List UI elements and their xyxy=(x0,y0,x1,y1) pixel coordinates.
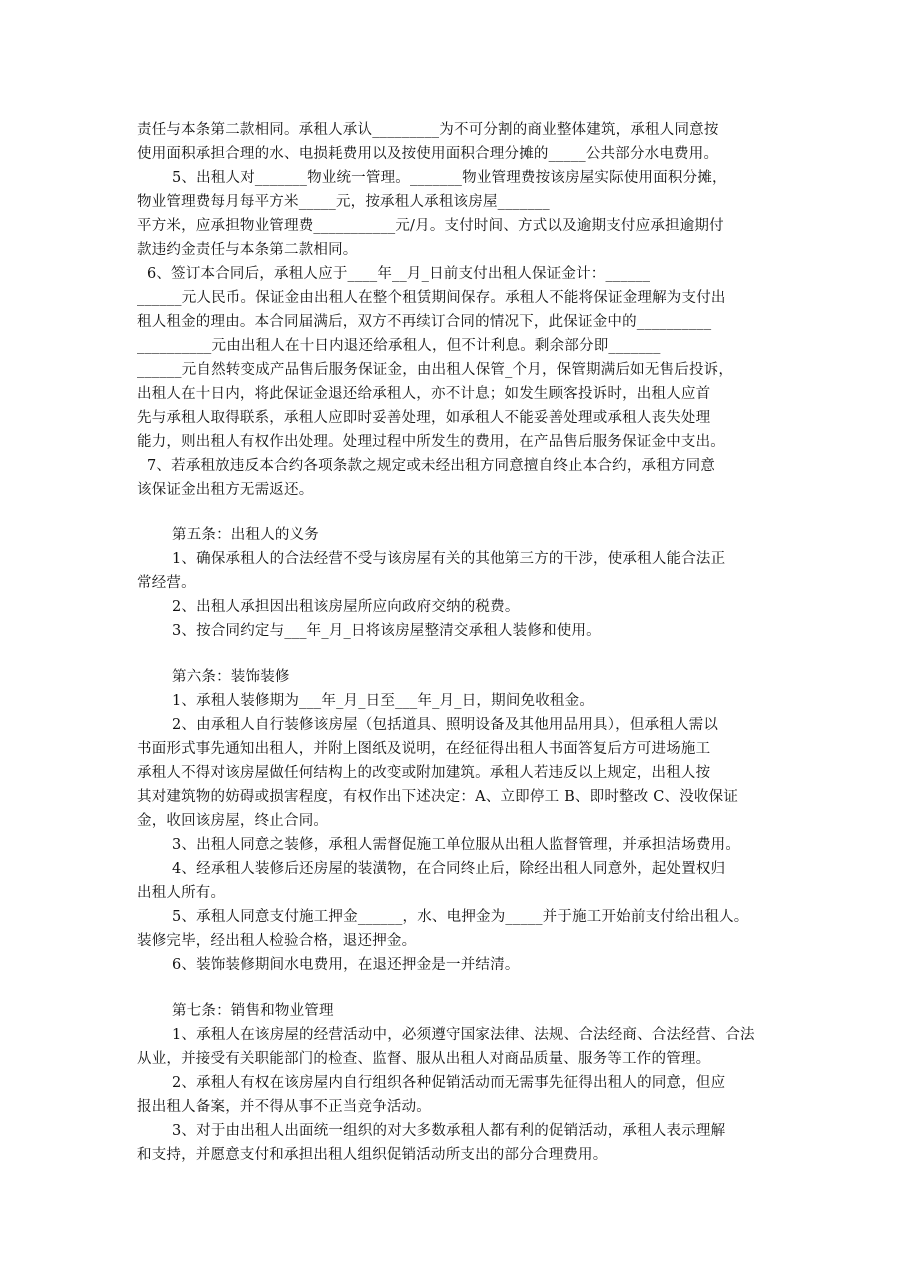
text-line: 物业管理费每月每平方米_____元，按承租人承租该房屋_______ xyxy=(137,194,550,210)
text-line: 出租人所有。 xyxy=(137,885,226,901)
text-line: 5、承租人同意支付施工押金______，水、电押金为_____并于施工开始前支付给出租人。 xyxy=(172,909,749,925)
text-line: 平方米，应承担物业管理费___________元/月。支付时间、方式以及逾期支付应承担逾期付 xyxy=(137,218,724,234)
text-line: 5、出租人对_______物业统一管理。_______物业管理费按该房屋实际使用面积分摊， xyxy=(172,170,727,186)
text-line: 能力，则出租人有权作出处理。处理过程中所发生的费用，在产品售后服务保证金中支出。 xyxy=(137,434,725,450)
text-line: 从业，并接受有关职能部门的检查、监督、服从出租人对商品质量、服务等工作的管理。 xyxy=(137,1051,711,1067)
text-line: 责任与本条第二款相同。承租人承认_________为不可分割的商业整体建筑，承租人同意按 xyxy=(137,122,719,138)
text-line: 金，收回该房屋，终止合同。 xyxy=(137,813,329,829)
text-line: 1、承租人在该房屋的经营活动中，必须遵守国家法律、法规、合法经商、合法经营、合法 xyxy=(172,1027,755,1043)
text-line: 书面形式事先通知出租人，并附上图纸及说明，在经征得出租人书面答复后方可进场施工 xyxy=(137,741,711,757)
text-line: 租人租金的理由。本合同届满后，双方不再续订合同的情况下，此保证金中的__________ xyxy=(137,314,712,330)
text-line: 1、确保承租人的合法经营不受与该房屋有关的其他第三方的干涉，使承租人能合法正 xyxy=(172,551,726,567)
text-line: 3、按合同约定与___年_月_日将该房屋整清交承租人装修和使用。 xyxy=(172,623,601,639)
text-line: 2、承租人有权在该房屋内自行组织各种促销活动而无需事先征得出租人的同意，但应 xyxy=(172,1075,726,1091)
text-line: 3、对于由出租人出面统一组织的对大多数承租人都有利的促销活动，承租人表示理解 xyxy=(172,1123,726,1139)
text-line: 承租人不得对该房屋做任何结构上的改变或附加建筑。承租人若违反以上规定，出租人按 xyxy=(137,765,711,781)
text-line: 先与承租人取得联系，承租人应即时妥善处理，如承租人不能妥善处理或承租人丧失处理 xyxy=(137,410,711,426)
text-line: 1、承租人装修期为___年_月_日至___年_月_日，期间免收租金。 xyxy=(172,693,595,709)
text-line: 6、签订本合同后，承租人应于____年__月_日前支付出租人保证金计：______ xyxy=(147,266,651,282)
text-line: 4、经承租人装修后还房屋的装潢物，在合同终止后，除经出租人同意外，起处置权归 xyxy=(172,861,726,877)
text-line: 7、若承租放违反本合约各项条款之规定或未经出租方同意擅自终止本合约，承租方同意 xyxy=(147,458,716,474)
section-heading: 第五条：出租人的义务 xyxy=(172,527,319,543)
text-line: 和支持，并愿意支付和承担出租人组织促销活动所支出的部分合理费用。 xyxy=(137,1147,608,1163)
text-line: 常经营。 xyxy=(137,575,196,591)
section-heading: 第七条：销售和物业管理 xyxy=(172,1003,334,1019)
text-line: 该保证金出租方无需返还。 xyxy=(137,482,314,498)
text-line: 6、装饰装修期间水电费用，在退还押金是一并结清。 xyxy=(172,957,520,973)
text-line: 出租人在十日内，将此保证金退还给承租人，亦不计息；如发生顾客投诉时，出租人应首 xyxy=(137,386,711,402)
text-line: 装修完毕，经出租人检验合格，退还押金。 xyxy=(137,933,417,949)
text-line: 3、出租人同意之装修，承租人需督促施工单位服从出租人监督管理，并承担洁场费用。 xyxy=(172,837,741,853)
text-line: 款违约金责任与本条第二款相同。 xyxy=(137,242,358,258)
text-line: ______元人民币。保证金由出租人在整个租赁期间保存。承租人不能将保证金理解为支付出 xyxy=(137,290,726,306)
text-line: 2、出租人承担因出租该房屋所应向政府交纳的税费。 xyxy=(172,599,520,615)
text-line: 使用面积承担合理的水、电损耗费用以及按使用面积合理分摊的_____公共部分水电费用。 xyxy=(137,146,719,162)
section-heading: 第六条：装饰装修 xyxy=(172,669,290,685)
text-line: ______元自然转变成产品售后服务保证金，由出租人保管_个月，保管期满后如无售后投诉， xyxy=(137,362,734,378)
text-line: 报出租人备案，并不得从事不正当竞争活动。 xyxy=(137,1099,431,1115)
text-line: 其对建筑物的妨碍或损害程度，有权作出下述决定：A、立即停工 B、即时整改 C、没收保证 xyxy=(137,789,739,805)
text-line: 2、由承租人自行装修该房屋（包括道具、照明设备及其他用品用具），但承租人需以 xyxy=(172,717,719,733)
text-line: __________元由出租人在十日内退还给承租人，但不计利息。剩余部分即_______ xyxy=(137,338,661,354)
